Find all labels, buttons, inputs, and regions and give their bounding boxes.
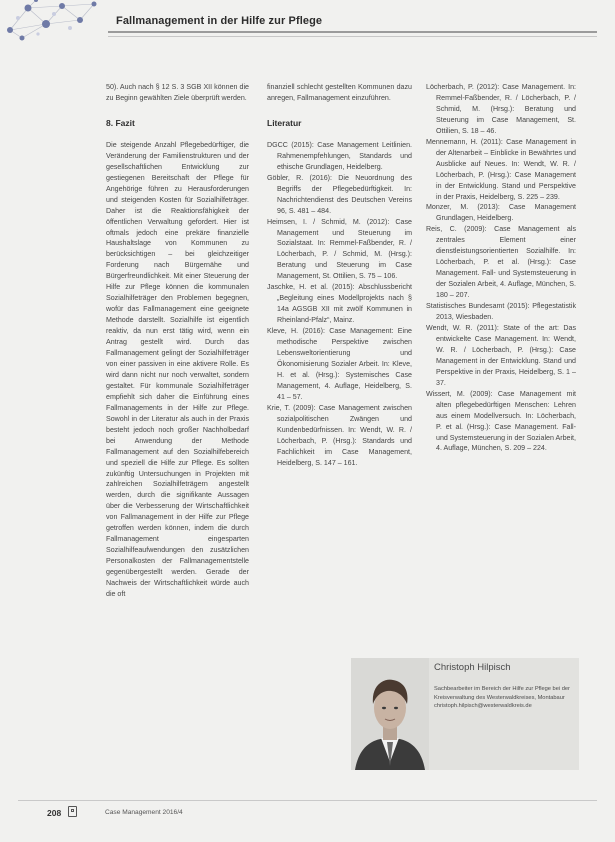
reference-entry: Heimsen, I. / Schmid, M. (2012): Case Management und Steuerung im Sozialstaat. In: Remmel-Faßbender, R. / Löcherbach, P. / Schmid, M. (Hrsg.): Beratung und Steuerung im Case Management, St. Ottilien, S. 75 – 106. bbox=[267, 217, 412, 281]
header-divider bbox=[108, 31, 597, 33]
journal-issue: Case Management 2016/4 bbox=[105, 809, 183, 816]
text-column-3 bbox=[426, 82, 576, 454]
reference-entry: Wendt, W. R. (2011): State of the art: Das entwickelte Case Management. In: Wendt, W. R. / Löcherbach, P. (Hrsg.): Case Management in der Entwicklung. Stand und Perspektive in der Praxis, Heidelberg, S. 1 – 37. bbox=[426, 323, 576, 387]
reference-entry: Statistisches Bundesamt (2015): Pflegestatistik 2013, Wiesbaden. bbox=[426, 302, 576, 322]
author-portrait-photo bbox=[351, 658, 429, 770]
reference-entry: DGCC (2015): Case Management Leitlinien. Rahmenempfehlungen, Standards und ethische Grundlagen, Heidelberg. bbox=[267, 140, 412, 171]
running-header-title: Fallmanagement in der Hilfe zur Pflege bbox=[116, 15, 323, 27]
author-description: Sachbearbeiter im Bereich der Hilfe zur Pflege bei der Kreisverwaltung des Westerwaldkreises, Montabaur bbox=[434, 686, 570, 701]
reference-entry: Mennemann, H. (2011): Case Management in der Altenarbeit – Einblicke in Bewährtes und Ausblicke auf Neues. In: Wendt, W. R. / Löcherbach, P. (Hrsg.): Case Management in der Entwicklung. Stand und Perspektive in der Praxis, Heidelberg, S. 225 – 239. bbox=[426, 137, 576, 201]
text-column-2 bbox=[267, 82, 412, 469]
continuation-paragraph: finanziell schlecht gestellten Kommunen dazu anregen, Fallmanagement einzuführen. bbox=[267, 83, 412, 102]
footer-divider bbox=[18, 800, 597, 801]
section-heading-literatur: Literatur bbox=[267, 117, 302, 128]
section-heading-fazit: 8. Fazit bbox=[106, 117, 135, 128]
reference-entry: Monzer, M. (2013): Case Management Grundlagen, Heidelberg. bbox=[426, 203, 576, 223]
reference-entry: Krie, T. (2009): Case Management zwischen sozialpolitischen Zwängen und Kundenbedürfnissen. In: Wendt, W. R. / Löcherbach, P. (Hrsg.): Standards und Fachlichkeit im Case Management, Heidelberg, S. 147 – 161. bbox=[267, 403, 412, 467]
reference-entry: Kleve, H. (2016): Case Management: Eine methodische Perspektive zwischen Lebensweltorientierung und Ökonomisierung Sozialer Arbeit. In: Kleve, H. et al. (Hrsg.): Systemisches Case Management, 4. Auflage, Heidelberg, S. 41 – 57. bbox=[267, 327, 412, 401]
page-number: 208 bbox=[47, 808, 62, 818]
header-divider-thin bbox=[108, 36, 597, 37]
continuation-paragraph: 50). Auch nach § 12 S. 3 SGB XII können die zu Beginn gewählten Ziele überprüft werden. bbox=[106, 83, 249, 102]
network-logo-graphic bbox=[0, 0, 100, 42]
document-icon bbox=[68, 806, 77, 817]
reference-entry: Wissert, M. (2009): Case Management mit alten pflegebedürftigen Menschen: Lehren aus einem Modellversuch. In: Löcherbach, P. et al. (Hrsg.): Case Management. Fall- und Systemsteuerung in der Sozialen Arbeit, 4. Auflage, München, S. 209 – 224. bbox=[426, 389, 576, 453]
reference-entry: Göbler, R. (2016): Die Neuordnung des Begriffs der Pflegebedürftigkeit. In: Nachrichtendienst des Deutschen Vereins 96, S. 481 – 484. bbox=[267, 173, 412, 215]
reference-entry: Reis, C. (2009): Case Management als zentrales Element einer dienstleistungsorientierten Sozialhilfe. In: Löcherbach, P. et al. (Hrsg.): Case Management. Fall- und Systemsteuerung in der Sozialen Arbeit, 4. Auflage, München, S. 180 – 207. bbox=[426, 225, 576, 300]
reference-entry: Löcherbach, P. (2012): Case Management. In: Remmel-Faßbender, R. / Löcherbach, P. / Schmid, M. (Hrsg.): Beratung und Steuerung im Case Management, St. Ottilien, S. 18 – 46. bbox=[426, 83, 576, 135]
fazit-paragraph: Die steigende Anzahl Pflegebedürftiger, die Veränderung der Familienstrukturen und der gesellschaftlichen Entwicklung zur gestiegenen Bereitschaft der Pflege für Angehörige führen zu Herausforderungen und steigenden Kosten für Sozialhilfeträger. Daher ist die Reaktionsfähigkeit der öffentlichen Verwaltung gefordert. Hier ist oftmals jedoch eine prekäre finanzielle Haushaltslage von Kommunen zu berücksichtigen – bei gleichzeitiger Forderung nach Bürgernähe und Bürgerfreundlichkeit. Mit einer Steuerung der Hilfe zur Pflege können die kommunalen Sozialhilfeträger den Problemen begegnen, wofür das Fallmanagement eine geeignete Methode darstellt. Sozialhilfe ist eigentlich reaktiv, da nun erst tätig wird, wenn ein Antrag gestellt wird. Durch das Fallmanagement gelingt der Sozialhilfeträger von einer passiven in eine aktivere Rolle. Es wird dann nicht nur noch verwaltet, sondern gestaltet. Für kommunale Sozialhilfeträger empfiehlt sich daher die Einführung eines Fallmanagements in der Hilfe zur Pflege. Sowohl in der Literatur als auch in der Praxis besteht jedoch noch großer Nachholbedarf bei Anwendung der Methode Fallmanagement auf den Sozialhilfebereich und speziell die Hilfe zur Pflege. Es sollten zukünftig Untersuchungen in Projekten mit zahlreichen Sozialhilfeträgern angestellt werden, durch die signifikante Aussagen über die Verbesserung der Wirtschaftlichkeit von Fallmanagement in der Hilfe zur Pflege getroffen werden können, indem die durch Fallmanagement eingesparten Sozialhilfeaufwendungen den zusätzlichen Personalkosten der Fallmanagementstelle gegenübergestellt werden. Gerade der Nachweis der Wirtschaftlichkeit würde auch die oft bbox=[106, 140, 249, 598]
text-column-1 bbox=[106, 82, 249, 600]
author-email: christoph.hilpisch@westerwaldkreis.de bbox=[434, 703, 532, 710]
author-name: Christoph Hilpisch bbox=[434, 662, 511, 673]
author-bio bbox=[434, 685, 576, 711]
reference-entry: Jaschke, H. et al. (2015): Abschlussbericht „Begleitung eines Modellprojekts nach § 14a AGSGB XII mit zwölf Kommunen in Rheinland-Pfalz“, Mainz. bbox=[267, 283, 412, 325]
